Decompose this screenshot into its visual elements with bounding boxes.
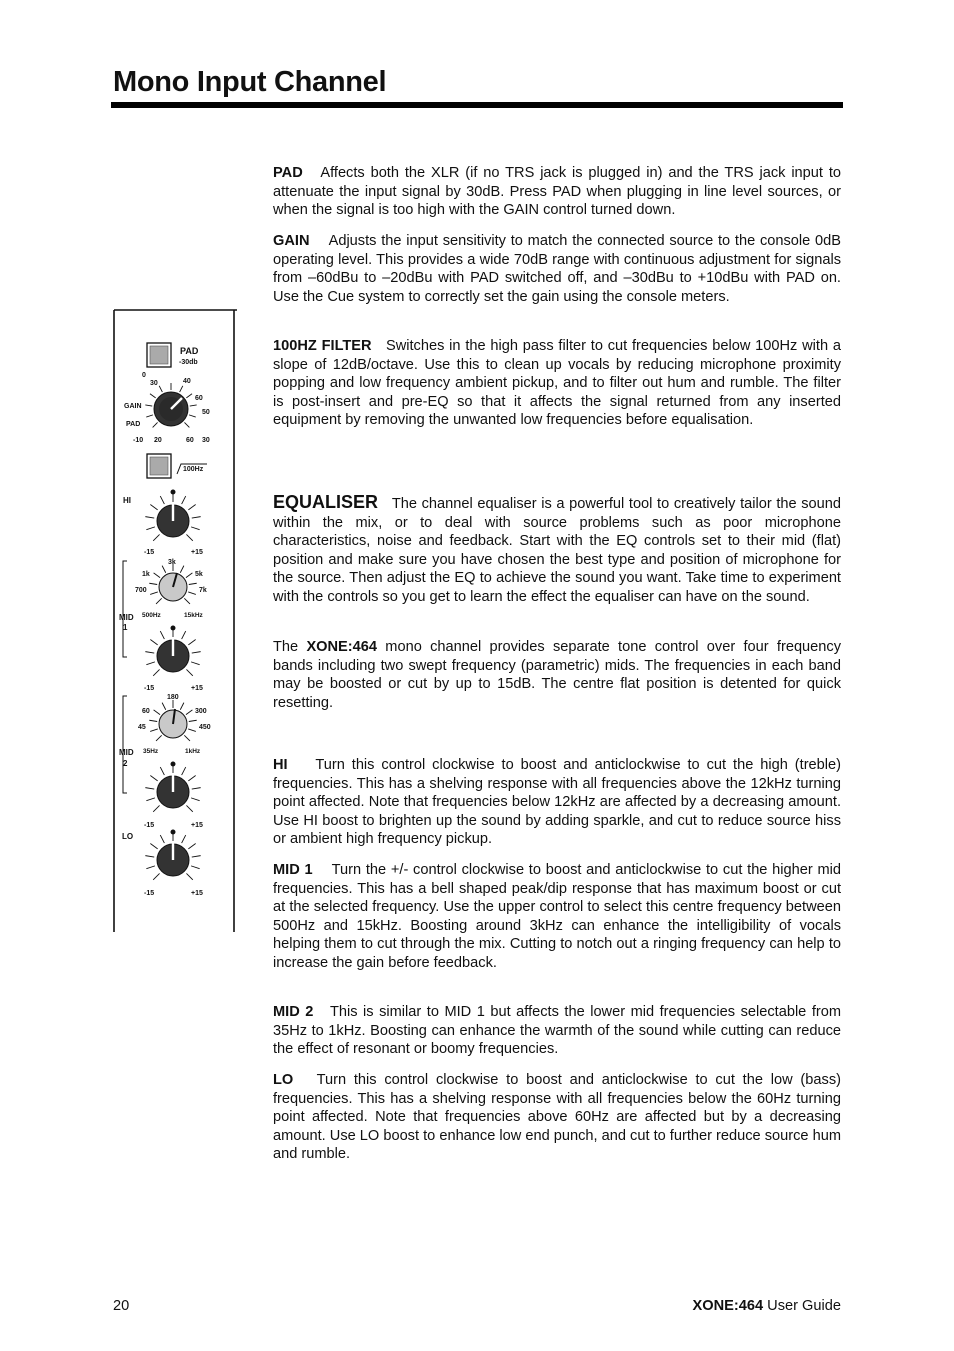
mid1-freq-7k: 7k [199, 587, 207, 594]
equaliser-text: The channel equaliser is a powerful tool to creatively tailor the sound within the mix, or to deal with source problems such as poor microphone characteristics, noise and feedback. Start with the EQ controls set to their mid (flat) position and make sure you have chosen the best type and position of microphone for the source. Then adjust the EQ to achieve the sound you want. Take time to experiment with the controls so you get to learn the effect the equaliser can have on the sound. [273, 496, 841, 605]
section-hi [273, 756, 841, 849]
equaliser-heading: EQUALISER [273, 492, 379, 512]
xone-text: mono channel provides separate tone control over four frequency bands including two swept frequency (parametric) mids. The frequencies in each band may be boosted or cut by up to 15dB. The centre flat position is detented for quick resetting. [273, 639, 842, 711]
mid1-name: MID [119, 613, 134, 622]
knob-tick [145, 652, 154, 653]
knob-tick [186, 805, 192, 811]
knob-tick [154, 573, 160, 578]
knob-tick [150, 592, 158, 594]
knob-tick [149, 720, 157, 721]
knob-tick [160, 496, 164, 504]
mid1-text: Turn the +/- control clockwise to boost and anticlockwise to cut the higher mid frequencies. This has a bell shaped peak/dip response that has maximum boost or cut at the selected frequency. Use the upper control to select this centre frequency between 500Hz and 15kHz. Boosting around 3kHz can enhance the intelligibility of vocals helping them to cut through the mix. Cutting to notch out a ringing frequency can help to increase the gain before feedback. [273, 862, 842, 971]
knob-tick [160, 835, 164, 843]
footer-guide-title [693, 1298, 841, 1314]
section-mid1 [273, 861, 841, 972]
knob-tick [180, 703, 184, 710]
knob-tick [189, 720, 197, 721]
gain-scale-60-top: 60 [195, 395, 203, 402]
mid2-num: 2 [123, 759, 128, 768]
knob-tick [159, 386, 162, 392]
knob-tick [150, 505, 157, 510]
knob-tick [180, 566, 184, 573]
footer-product: XONE:464 [692, 1298, 764, 1314]
knob-tick [189, 583, 197, 584]
gain-text: Adjusts the input sensitivity to match the connected source to the console 0dB operating level. This provides a wide 70dB range with continuous adjustment for signals from –60dBu to –20dBu with PAD switched off, and –30dBu to +10dBu with PAD on. Use the Cue system to correctly set the gain using the console meters. [273, 233, 842, 305]
section-gain [273, 232, 841, 306]
knob-tick [188, 505, 195, 510]
title-rule [111, 102, 843, 108]
knob-tick [146, 866, 155, 869]
knob-tick [145, 856, 154, 857]
filter-button-label: 100Hz [183, 466, 204, 473]
hi-knob-min: -15 [144, 549, 155, 556]
gain-scale-30: 30 [150, 380, 158, 387]
xone-prefix: The [273, 639, 307, 655]
knob-tick [154, 710, 160, 715]
channel-strip-illustration [113, 308, 241, 932]
knob-tick [150, 844, 157, 849]
section-mid2 [273, 1003, 841, 1059]
knob-tick [149, 583, 157, 584]
gain-label: GAIN [273, 233, 310, 249]
page-title: Mono Input Channel [113, 66, 387, 98]
knob-tick [188, 776, 195, 781]
lo-label: LO [273, 1072, 294, 1088]
knob-tick [153, 534, 159, 540]
section-xone [273, 638, 841, 712]
knob-tick [150, 394, 156, 398]
knob-tick [192, 517, 201, 518]
knob-tick [182, 496, 186, 504]
gain-scale-20: 20 [154, 437, 162, 444]
knob-tick [146, 415, 153, 417]
xone-product: XONE:464 [306, 639, 378, 655]
hi-knob-name: HI [123, 496, 131, 505]
knob-tick [146, 798, 155, 801]
mid2-text: This is similar to MID 1 but affects the lower mid frequencies selectable from 35Hz to 1kHz. Boosting can enhance the warmth of the sound while cutting can reduce the effect of resonant or boomy frequencies. [273, 1004, 842, 1057]
mid1-label: MID 1 [273, 862, 313, 878]
knob-tick [188, 592, 196, 594]
mid2-bracket [123, 696, 127, 793]
knob-tick [188, 844, 195, 849]
mid1-freq-knob [159, 573, 187, 601]
knob-tick [186, 669, 192, 675]
knob-tick [156, 598, 162, 604]
knob-tick [182, 767, 186, 775]
gain-knob [154, 392, 188, 426]
hi-text: Turn this control clockwise to boost and anticlockwise to cut the high (treble) frequencies. This has a shelving response with all frequencies above the 12kHz turning point affected. Note that frequencies below 12kHz are affected by a decreasing amount. Use HI boost to brighten up the sound by adding sparkle, and cut to reduce source hiss or ambient high frequency pickup. [273, 757, 842, 847]
gain-scale-60: 60 [186, 437, 194, 444]
gain-scale-30-bottom: 30 [202, 437, 210, 444]
knob-tick [186, 710, 192, 715]
mid2-freq-450: 450 [199, 724, 211, 731]
mid1-freq-3k: 3k [168, 559, 176, 566]
knob-tick [184, 598, 190, 604]
knob-tick [184, 735, 190, 741]
lo-knob-max: +15 [191, 890, 203, 897]
knob-tick [190, 405, 197, 406]
mid2-freq-min: 35Hz [143, 748, 159, 755]
knob-tick [192, 788, 201, 789]
knob-tick [153, 422, 158, 427]
gain-scale-0: 0 [142, 372, 146, 379]
pad-text: Affects both the XLR (if no TRS jack is plugged in) and the TRS jack input to attenuate the input signal by 30dB. Press PAD when plugging in line level sources, or when the signal is too high with the GAIN control turned down. [273, 165, 842, 218]
mid1-bracket [123, 561, 127, 657]
mid2-freq-60: 60 [142, 708, 150, 715]
pad-button-sub: -30db [179, 359, 198, 366]
knob-tick [180, 386, 183, 392]
gain-scale-40: 40 [183, 378, 191, 385]
mid2-freq-max: 1kHz [185, 748, 201, 755]
filter-text: Switches in the high pass filter to cut frequencies below 100Hz with a slope of 12dB/octave. Use this to clean up vocals by reducing microphone proximity popping and low frequency ambient pickup, and to filter out hum and rumble. The filter is post-insert and pre-EQ so that it affects the signal returned from any inserted equipment by removing the unwanted low frequencies before equalisation. [273, 338, 841, 428]
mid2-gain-min: -15 [144, 822, 155, 829]
mid2-freq-300: 300 [195, 708, 207, 715]
footer-guide-text: User Guide [763, 1298, 841, 1314]
knob-tick [182, 835, 186, 843]
knob-tick [145, 517, 154, 518]
knob-tick [156, 735, 162, 741]
knob-tick [192, 652, 201, 653]
knob-tick [162, 703, 166, 710]
mid1-gain-max: +15 [191, 685, 203, 692]
knob-tick [186, 873, 192, 879]
knob-tick [146, 662, 155, 665]
gain-name: GAIN [124, 403, 142, 410]
pad-button-cap [150, 346, 168, 364]
lo-text: Turn this control clockwise to boost and anticlockwise to cut the low (bass) frequencies. This has a shelving response with all frequencies below the 60Hz turning point affected. Note that frequencies above 60Hz are affected but by a decreasing amount. Use LO boost to enhance low end punch, and cut to further reduce source hum and rumble. [273, 1072, 841, 1162]
knob-tick [191, 866, 200, 869]
knob-tick [186, 573, 192, 578]
mid2-gain-max: +15 [191, 822, 203, 829]
mid1-gain-min: -15 [144, 685, 155, 692]
knob-tick [186, 394, 192, 398]
mid1-freq-5k: 5k [195, 571, 203, 578]
knob-tick [192, 856, 201, 857]
knob-tick [188, 729, 196, 731]
mid2-freq-45: 45 [138, 724, 146, 731]
mid1-freq-1k: 1k [142, 571, 150, 578]
pad-button-label: PAD [180, 346, 199, 356]
knob-tick [153, 805, 159, 811]
gain-pad-name: PAD [126, 421, 141, 428]
hi-knob-max: +15 [191, 549, 203, 556]
filter-label: 100HZ FILTER [273, 338, 372, 354]
lo-knob-name: LO [122, 832, 134, 841]
mid1-freq-max: 15kHz [184, 612, 203, 619]
mid2-name: MID [119, 748, 134, 757]
page-number: 20 [113, 1298, 130, 1314]
hi-label: HI [273, 757, 288, 773]
knob-tick [145, 405, 152, 406]
mid2-freq-knob [159, 709, 187, 738]
knob-tick [150, 776, 157, 781]
knob-tick [146, 527, 155, 530]
pad-label: PAD [273, 165, 303, 181]
knob-tick [153, 873, 159, 879]
knob-tick [153, 669, 159, 675]
gain-scale-minus10: -10 [133, 437, 144, 444]
knob-tick [150, 640, 157, 645]
mid1-freq-700: 700 [135, 587, 147, 594]
section-equaliser [273, 493, 841, 606]
knob-tick [188, 640, 195, 645]
section-lo [273, 1071, 841, 1164]
gain-scale-50: 50 [202, 409, 210, 416]
knob-tick [160, 767, 164, 775]
section-filter [273, 337, 841, 430]
mid2-freq-180: 180 [167, 694, 179, 701]
mid1-num: 1 [123, 623, 128, 632]
knob-tick [145, 788, 154, 789]
knob-tick [191, 798, 200, 801]
filter-button-cap [150, 457, 168, 475]
knob-tick [189, 415, 196, 417]
lo-knob-min: -15 [144, 890, 155, 897]
knob-tick [162, 566, 166, 573]
knob-tick [186, 534, 192, 540]
mid1-freq-min: 500Hz [142, 612, 161, 619]
knob-tick [191, 527, 200, 530]
mid2-label: MID 2 [273, 1004, 314, 1020]
knob-tick [182, 631, 186, 639]
section-pad [273, 164, 841, 220]
knob-tick [150, 729, 158, 731]
knob-tick [191, 662, 200, 665]
knob-tick [160, 631, 164, 639]
knob-tick [184, 422, 189, 427]
